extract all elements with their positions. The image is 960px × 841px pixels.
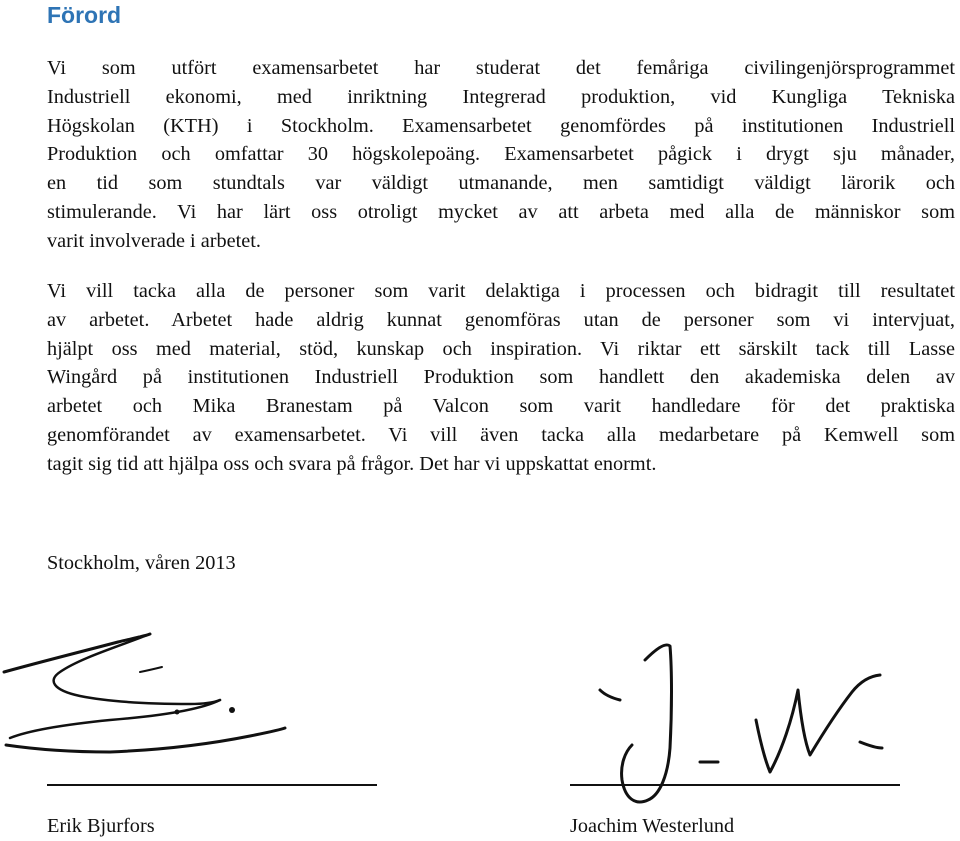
signatory-name: Erik Bjurfors [47, 815, 155, 837]
text-line: Högskolan (KTH) i Stockholm. Examensarbetet genomfördes på institutionen Industriell [47, 114, 955, 137]
text-line: tagit sig tid att hjälpa oss och svara på frågor. Det har vi uppskattat enormt. [47, 452, 657, 475]
text-line: Industriell ekonomi, med inriktning Integrerad produktion, vid Kungliga Tekniska [47, 85, 955, 108]
text-line: av arbetet. Arbetet hade aldrig kunnat genomföras utan de personer som vi intervjuat, [47, 308, 955, 331]
text-line: Wingård på institutionen Industriell Produktion som handlett den akademiska delen av [47, 366, 955, 389]
text-line: Produktion och omfattar 30 högskolepoäng. Examensarbetet pågick i drygt sju månader, [47, 143, 955, 166]
page-title: Förord [47, 2, 122, 28]
signature-line [47, 784, 377, 786]
signatory-name: Joachim Westerlund [570, 815, 735, 837]
signature-line [570, 784, 900, 786]
paragraph-thanks [47, 277, 955, 479]
place-date: Stockholm, våren 2013 [47, 552, 236, 574]
text-line: varit involverade i arbetet. [47, 229, 261, 252]
text-line: Vi vill tacka alla de personer som varit delaktiga i processen och bidragit till resultatet [47, 280, 955, 302]
text-line: stimulerande. Vi har lärt oss otroligt mycket av att arbeta med alla de människor som [47, 200, 955, 223]
text-line: en tid som stundtals var väldigt utmanande, men samtidigt väldigt lärorik och [47, 172, 955, 195]
paragraph-intro [47, 54, 955, 256]
text-line: Vi som utfört examensarbetet har studerat det femåriga civilingenjörsprogrammet [47, 57, 955, 79]
text-line: hjälpt oss med material, stöd, kunskap och inspiration. Vi riktar ett särskilt tack till Lasse [47, 337, 955, 360]
signature-joachim-westerlund [560, 630, 960, 820]
text-line: arbetet och Mika Branestam på Valcon som varit handledare för det praktiska [47, 395, 955, 418]
signature-erik-bjurfors [0, 620, 400, 800]
text-line: genomförandet av examensarbetet. Vi vill även tacka alla medarbetare på Kemwell som [47, 423, 955, 446]
